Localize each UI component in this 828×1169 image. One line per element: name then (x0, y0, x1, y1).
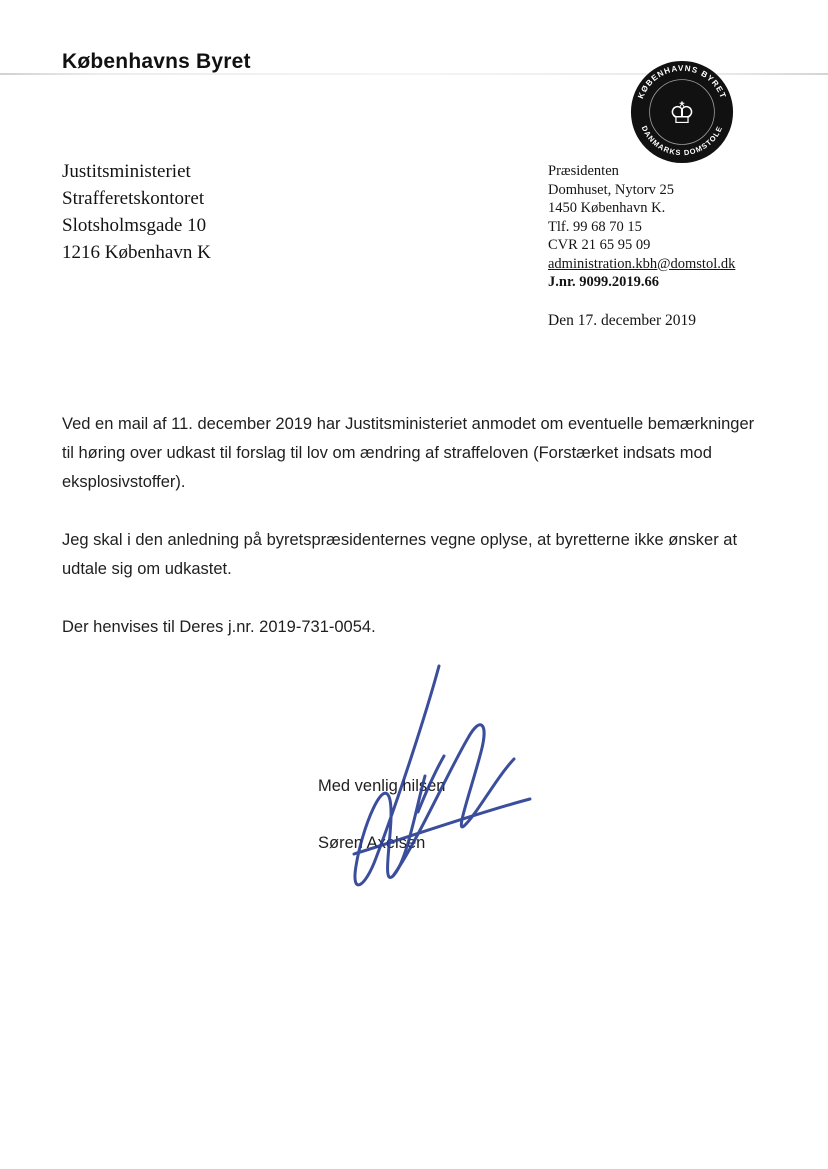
letterhead-title: Københavns Byret (62, 50, 251, 73)
body-paragraph-2: Jeg skal i den anledning på byretspræsidenternes vegne oplyse, at byretterne ikke ønsker at udtale sig om udkastet. (62, 531, 738, 578)
sender-line: 1450 København K. (548, 200, 666, 216)
journal-number: J.nr. 9099.2019.66 (548, 274, 660, 290)
court-seal (628, 58, 736, 166)
letter-date: Den 17. december 2019 (548, 312, 697, 329)
recipient-line: Slotsholmsgade 10 (62, 215, 207, 236)
court-seal-graphic (628, 58, 736, 166)
sender-line: CVR 21 65 95 09 (548, 237, 651, 253)
sender-line: Tlf. 99 68 70 15 (548, 218, 642, 235)
sender-email-link[interactable]: administration.kbh@domstol.dk (548, 255, 736, 272)
recipient-line: Strafferetskontoret (62, 188, 205, 209)
body-paragraph-1: Ved en mail af 11. december 2019 har Justitsministeriet anmodet om eventuelle bemærkninger til høring over udkast til forslag til lov om ændring af straffeloven (Forstærket indsats mod eksplosivstoffer). (62, 415, 755, 491)
recipient-address (62, 158, 211, 266)
sender-line: Præsidenten (548, 163, 619, 179)
sender-info (548, 162, 735, 292)
crown-icon: ♔ (668, 96, 696, 130)
closing-salutation: Med venlig hilsen (318, 777, 446, 795)
recipient-line: Justitsministeriet (62, 161, 191, 182)
body-paragraph-3: Der henvises til Deres j.nr. 2019-731-0054. (62, 618, 376, 636)
seal-bottom-text: DANMARKS DOMSTOLE (639, 124, 725, 158)
seal-top-text: KØBENHAVNS BYRET (636, 63, 728, 101)
sender-line: Domhuset, Nytorv 25 (548, 181, 675, 198)
letter-body (62, 410, 768, 671)
recipient-line: 1216 København K (62, 242, 211, 263)
signer-name: Søren Axelsen (318, 834, 426, 852)
